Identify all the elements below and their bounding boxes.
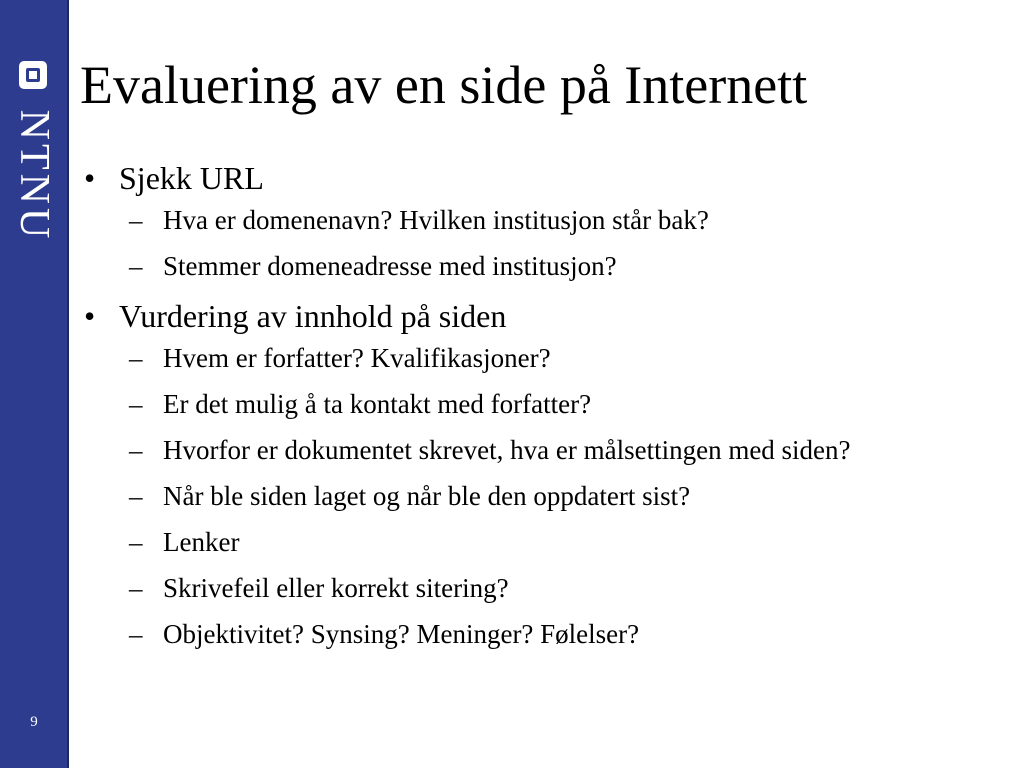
sub-item-text: Er det mulig å ta kontakt med forfatter? — [163, 389, 592, 419]
dash-marker: – — [129, 389, 143, 419]
ntnu-logo-icon — [19, 61, 47, 89]
sub-item — [84, 478, 964, 514]
sub-item-text: Hvem er forfatter? Kvalifikasjoner? — [163, 343, 551, 373]
dash-marker: – — [129, 619, 143, 649]
dash-marker: – — [129, 573, 143, 603]
dash-marker: – — [129, 527, 143, 557]
bullet-text: Vurdering av innhold på siden — [119, 298, 507, 334]
sub-item-text: Skrivefeil eller korrekt sitering? — [163, 573, 509, 603]
bullet-text: Sjekk URL — [119, 160, 264, 196]
bullet-item — [84, 156, 964, 200]
sub-item-text: Hvorfor er dokumentet skrevet, hva er målsettingen med siden? — [163, 435, 851, 465]
dash-marker: – — [129, 251, 143, 281]
bullet-list — [84, 156, 964, 662]
bullet-marker: • — [84, 160, 96, 196]
sub-item — [84, 524, 964, 560]
bullet-item — [84, 294, 964, 338]
sidebar — [0, 0, 69, 768]
bullet-marker: • — [84, 298, 96, 334]
sub-item-text: Lenker — [163, 527, 240, 557]
sub-item-text: Hva er domenenavn? Hvilken institusjon står bak? — [163, 205, 709, 235]
dash-marker: – — [129, 481, 143, 511]
sub-item — [84, 386, 964, 422]
slide-number: 9 — [30, 714, 38, 730]
sub-item-text: Stemmer domeneadresse med institusjon? — [163, 251, 617, 281]
sub-item — [84, 202, 964, 238]
sub-list — [84, 340, 964, 652]
sub-item-text: Når ble siden laget og når ble den oppdatert sist? — [163, 481, 691, 511]
sub-item — [84, 570, 964, 606]
logo-wordmark: NTNU — [11, 109, 57, 243]
sub-list — [84, 202, 964, 284]
sub-item — [84, 616, 964, 652]
slide-title: Evaluering av en side på Internett — [80, 55, 808, 115]
dash-marker: – — [129, 205, 143, 235]
sub-item — [84, 248, 964, 284]
sub-item-text: Objektivitet? Synsing? Meninger? Følelser? — [163, 619, 640, 649]
dash-marker: – — [129, 343, 143, 373]
dash-marker: – — [129, 435, 143, 465]
sub-item — [84, 432, 964, 468]
sub-item — [84, 340, 964, 376]
